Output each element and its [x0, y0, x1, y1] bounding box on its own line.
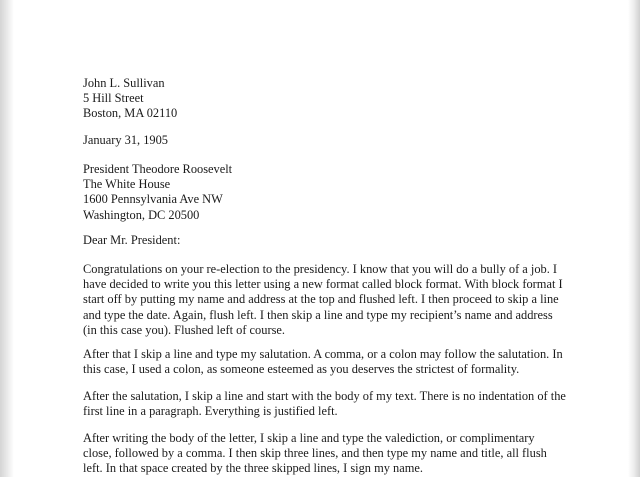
sender-city: Boston, MA 02110	[83, 106, 178, 121]
recipient-city: Washington, DC 20500	[83, 207, 200, 222]
sender-address	[83, 76, 563, 122]
paragraph-line: this case, I used a colon, as someone esteemed as you deserves the strictest of formality.	[83, 362, 520, 377]
paragraph-line: After writing the body of the letter, I skip a line and type the valediction, or complimentary	[83, 431, 535, 445]
recipient-name: President Theodore Roosevelt	[83, 162, 233, 176]
body-paragraph-1	[83, 262, 563, 338]
recipient-org: The White House	[83, 177, 171, 192]
letter-date	[83, 133, 563, 148]
body-paragraph-4	[83, 431, 563, 477]
paragraph-line: After that I skip a line and type my salutation. A comma, or a colon may follow the salutation. In	[83, 347, 563, 361]
sender-name: John L. Sullivan	[83, 76, 165, 90]
paragraph-line: first line in a paragraph. Everything is justified left.	[83, 404, 338, 419]
body-paragraph-2	[83, 347, 563, 377]
date-text: January 31, 1905	[83, 133, 168, 147]
salutation	[83, 233, 563, 248]
paragraph-line: (in this case you). Flushed left of course.	[83, 322, 285, 337]
paragraph-line: close, followed by a comma. I then skip three lines, and then type my name and title, all flush	[83, 446, 547, 461]
paragraph-line: Congratulations on your re-election to the presidency. I know that you will do a bully of a job. I	[83, 262, 558, 276]
paragraph-line: left. In that space created by the three skipped lines, I sign my name.	[83, 461, 423, 476]
recipient-street: 1600 Pennsylvania Ave NW	[83, 192, 223, 207]
paragraph-line: start off by putting my name and address at the top and flushed left. I then proceed to skip a line	[83, 292, 559, 307]
paragraph-line: After the salutation, I skip a line and start with the body of my text. There is no indentation of the	[83, 389, 566, 403]
salutation-text: Dear Mr. President:	[83, 233, 181, 247]
paragraph-line: have decided to write you this letter using a new format called block format. With block format I	[83, 277, 563, 292]
paragraph-line: and type the date. Again, flush left. I then skip a line and type my recipient’s name and address	[83, 307, 553, 322]
body-paragraph-3	[83, 389, 566, 419]
sender-street: 5 Hill Street	[83, 91, 144, 106]
recipient-address	[83, 162, 563, 223]
